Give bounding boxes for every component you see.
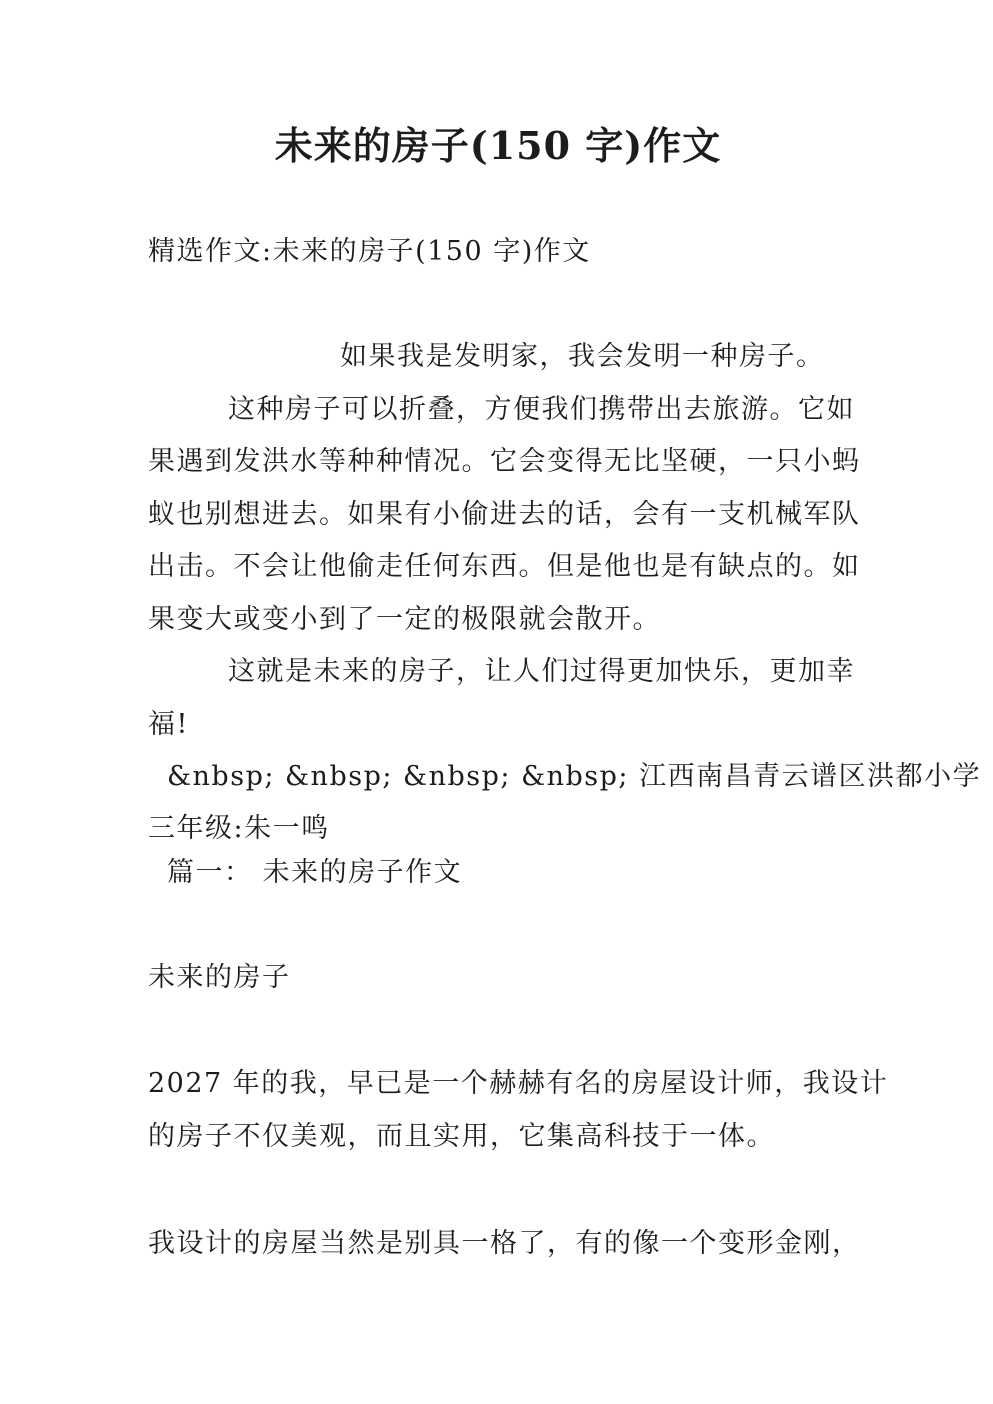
text-line: 的房子不仅美观，而且实用，它集高科技于一体。 — [148, 1121, 775, 1152]
text-line-author: 三年级:朱一鸣 — [148, 813, 330, 844]
text-line: 果变大或变小到了一定的极限就会散开。 — [148, 604, 661, 635]
text-line: 蚁也别想进去。如果有小偷进去的话，会有一支机械军队 — [148, 499, 861, 530]
text-line: 出击。不会让他偷走任何东西。但是他也是有缺点的。如 — [148, 551, 861, 582]
text-line: 这种房子可以折叠，方便我们携带出去旅游。它如 — [228, 394, 855, 425]
text-line: 2027 年的我，早已是一个赫赫有名的房屋设计师，我设计 — [148, 1068, 889, 1099]
text-line-essay-title: 未来的房子 — [148, 962, 291, 993]
text-line: 福! — [148, 709, 189, 740]
text-line: 我设计的房屋当然是别具一格了，有的像一个变形金刚， — [148, 1228, 861, 1259]
text-line-section-heading: 篇一： 未来的房子作文 — [167, 857, 463, 888]
text-line: 果遇到发洪水等种种情况。它会变得无比坚硬，一只小蚂 — [148, 446, 861, 477]
text-line-school: &nbsp; &nbsp; &nbsp; &nbsp; 江西南昌青云谱区洪都小学 — [167, 761, 982, 792]
text-line: 这就是未来的房子，让人们过得更加快乐，更加幸 — [228, 656, 855, 687]
document-title: 未来的房子(150 字)作文 — [274, 123, 722, 168]
text-line-selected-label: 精选作文:未来的房子(150 字)作文 — [148, 236, 591, 267]
text-line: 如果我是发明家，我会发明一种房子。 — [340, 341, 825, 372]
